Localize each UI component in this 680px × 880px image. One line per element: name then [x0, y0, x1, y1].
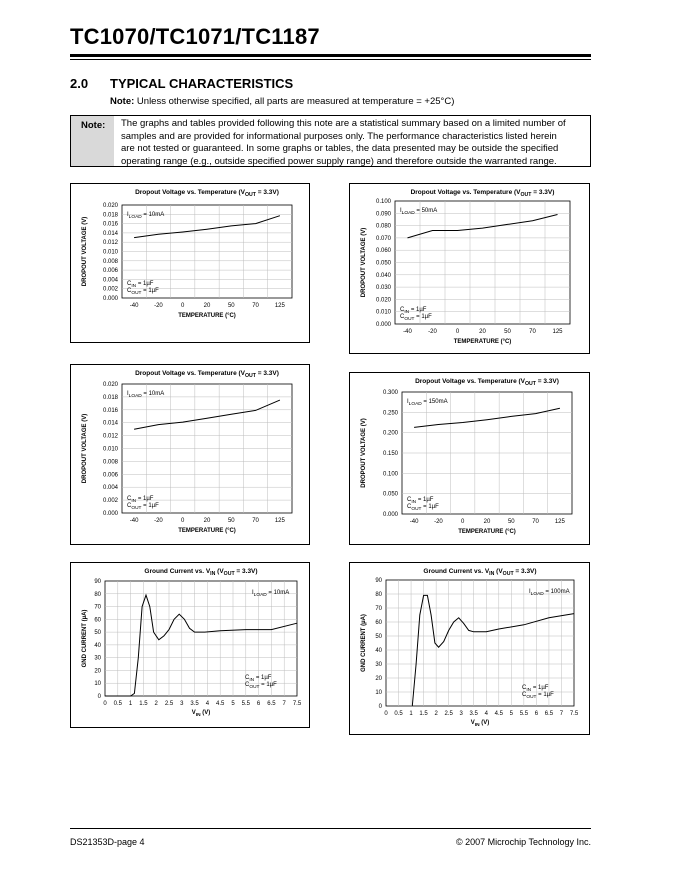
y-tick-label: 10 — [375, 690, 382, 696]
chart-dropout-50ma — [349, 183, 590, 354]
y-tick-label: 0.006 — [102, 268, 118, 275]
x-tick-label: 4.5 — [494, 711, 503, 717]
y-tick-label: 0.020 — [102, 203, 118, 209]
x-tick-label: 0.5 — [394, 711, 403, 717]
x-tick-label: 0 — [455, 329, 460, 335]
x-tick-label: 1.5 — [139, 701, 148, 707]
y-tick-label: 0.010 — [102, 446, 118, 453]
cout-annotation: $C_{OUT} = 1\mu F$ — [245, 682, 277, 690]
y-tick-label: 0 — [97, 694, 101, 700]
x-tick-label: 70 — [529, 329, 536, 335]
x-axis-label: TEMPERATURE (°C) — [458, 529, 516, 535]
x-tick-label: 2.5 — [444, 711, 453, 717]
data-series-line — [412, 595, 574, 706]
y-tick-label: 20 — [94, 668, 101, 675]
x-tick-label: 70 — [532, 519, 539, 525]
note-box — [70, 115, 591, 167]
y-tick-label: 0.030 — [375, 285, 391, 292]
chart-title: Dropout Voltage vs. Temperature $(V_{OUT} = 3.3V)$ — [410, 189, 555, 198]
x-tick-label: 70 — [252, 303, 259, 309]
x-tick-label: 20 — [203, 518, 211, 524]
y-tick-label: 0.008 — [102, 258, 118, 265]
x-tick-label: -20 — [154, 303, 163, 309]
note-box-label: Note: — [71, 116, 114, 166]
chart-title: Dropout Voltage vs. Temperature $(V_{OUT} = 3.3V)$ — [135, 189, 279, 198]
x-tick-label: 20 — [483, 519, 491, 525]
chart-title: Dropout Voltage vs. Temperature $(V_{OUT} = 3.3V)$ — [415, 378, 559, 387]
x-tick-label: -40 — [409, 519, 419, 525]
x-tick-label: 3 — [459, 711, 463, 717]
chart-gnd-current-100ma — [349, 562, 590, 735]
y-tick-label: 90 — [94, 579, 101, 585]
note-box-text — [121, 118, 587, 168]
x-tick-label: 125 — [274, 303, 285, 309]
y-axis-label: GND CURRENT (µA) — [361, 614, 367, 672]
y-tick-label: 0.016 — [102, 407, 118, 414]
x-tick-label: 6 — [534, 711, 539, 717]
y-tick-label: 0.002 — [102, 498, 118, 505]
y-tick-label: 0.000 — [382, 512, 398, 518]
x-tick-label: 4.5 — [216, 701, 225, 707]
y-tick-label: 0.040 — [375, 272, 391, 279]
cout-annotation: $C_{OUT} = 1\mu F$ — [407, 504, 439, 512]
x-tick-label: 4 — [205, 701, 210, 707]
y-tick-label: 0.050 — [382, 491, 398, 498]
x-tick-label: -20 — [154, 518, 163, 524]
y-tick-label: 70 — [94, 604, 101, 611]
chart-svg — [350, 373, 591, 546]
x-tick-label: 1 — [128, 701, 133, 707]
y-tick-label: 0.012 — [102, 240, 118, 247]
load-annotation: $I_{LOAD} = 10mA$ — [252, 590, 290, 598]
data-series-line — [414, 408, 560, 427]
y-tick-label: 0.090 — [375, 211, 391, 218]
note-line: are not tested or guaranteed. In some graphs or tables, the data presented may be outside the specified — [121, 143, 559, 155]
x-tick-label: 0 — [103, 701, 107, 707]
y-tick-label: 0.014 — [102, 230, 118, 237]
y-tick-label: 0.300 — [382, 390, 398, 396]
footer-rule — [70, 828, 591, 829]
y-axis-label: DROPOUT VOLTAGE (V) — [361, 418, 367, 488]
title-rule-thin — [70, 59, 591, 60]
y-tick-label: 0.100 — [382, 471, 398, 478]
x-tick-label: 50 — [227, 518, 235, 524]
section-note-label: Note: — [110, 96, 135, 107]
x-tick-label: 2 — [434, 711, 438, 717]
x-tick-label: 125 — [274, 518, 285, 524]
x-tick-label: 3.5 — [190, 701, 199, 707]
x-tick-label: 7 — [559, 711, 564, 717]
x-tick-label: -40 — [403, 329, 412, 335]
y-tick-label: 10 — [94, 681, 101, 688]
x-tick-label: 2.5 — [164, 701, 174, 707]
page-title: TC1070/TC1071/TC1187 — [70, 24, 320, 49]
x-tick-label: -20 — [434, 519, 443, 525]
y-tick-label: 0.000 — [102, 511, 118, 517]
data-series-line — [134, 400, 280, 429]
section-note-text: Unless otherwise specified, all parts are measured at temperature = +25°C) — [136, 96, 455, 107]
load-annotation: $I_{LOAD} = 100mA$ — [529, 589, 570, 597]
y-tick-label: 0.050 — [375, 260, 391, 267]
chart-dropout-10ma-b — [70, 364, 310, 545]
y-tick-label: 0.000 — [375, 322, 391, 328]
x-tick-label: 50 — [227, 303, 235, 309]
y-axis-label: DROPOUT VOLTAGE (V) — [82, 413, 88, 484]
x-tick-label: 125 — [552, 329, 563, 335]
y-tick-label: 80 — [94, 591, 101, 598]
data-series-line — [134, 216, 280, 238]
y-axis-label: DROPOUT VOLTAGE (V) — [361, 227, 367, 298]
y-tick-label: 0.010 — [375, 309, 391, 316]
y-tick-label: 0.002 — [102, 286, 118, 293]
cin-annotation: $C_{IN} = 1\mu F$ — [245, 675, 272, 683]
y-tick-label: 0.020 — [102, 382, 118, 388]
data-series-line — [408, 215, 558, 238]
x-tick-label: -40 — [129, 303, 139, 309]
y-tick-label: 0.100 — [375, 199, 391, 205]
chart-svg — [71, 184, 311, 344]
y-tick-label: 80 — [375, 592, 382, 598]
load-annotation: $I_{LOAD} = 10mA$ — [127, 212, 165, 220]
title-rule — [70, 54, 591, 57]
load-annotation: $I_{LOAD} = 150mA$ — [407, 399, 448, 407]
cin-annotation: $C_{IN} = 1\mu F$ — [522, 685, 549, 693]
x-tick-label: 7.5 — [569, 711, 579, 717]
x-tick-label: 50 — [507, 519, 515, 525]
x-tick-label: 7 — [282, 701, 286, 707]
cin-annotation: $C_{IN} = 1\mu F$ — [407, 497, 434, 505]
y-tick-label: 0.060 — [375, 248, 391, 255]
y-tick-label: 70 — [375, 606, 382, 612]
x-tick-label: 2 — [154, 701, 158, 707]
chart-svg — [350, 563, 591, 736]
x-axis-label: $V_{IN}$ (V) — [470, 720, 490, 728]
y-tick-label: 0.006 — [102, 472, 118, 479]
x-axis-label: TEMPERATURE (°C) — [178, 313, 236, 319]
cout-annotation: $C_{OUT} = 1\mu F$ — [400, 314, 432, 322]
y-tick-label: 50 — [375, 634, 382, 640]
x-axis-label: $V_{IN}$ (V) — [191, 710, 211, 718]
y-axis-label: GND CURRENT (µA) — [82, 609, 88, 668]
x-tick-label: 5 — [231, 701, 235, 707]
load-annotation: $I_{LOAD} = 50mA$ — [400, 208, 438, 216]
x-tick-label: 5.5 — [519, 711, 529, 717]
y-tick-label: 0.080 — [375, 223, 391, 230]
footer-copyright: © 2007 Microchip Technology Inc. — [455, 837, 591, 847]
cin-annotation: $C_{IN} = 1\mu F$ — [400, 307, 427, 315]
x-tick-label: -40 — [129, 518, 139, 524]
y-tick-label: 0.004 — [102, 485, 118, 492]
x-tick-label: 50 — [504, 329, 511, 335]
cout-annotation: $C_{OUT} = 1\mu F$ — [127, 503, 159, 511]
load-annotation: $I_{LOAD} = 10mA$ — [127, 391, 165, 399]
x-tick-label: 6.5 — [267, 701, 276, 707]
y-tick-label: 0.018 — [102, 394, 118, 401]
y-tick-label: 0.008 — [102, 459, 118, 466]
y-tick-label: 0.014 — [102, 420, 118, 427]
y-tick-label: 30 — [94, 655, 101, 662]
cout-annotation: $C_{OUT} = 1\mu F$ — [127, 288, 159, 296]
x-tick-label: 1.5 — [419, 711, 428, 717]
x-tick-label: 0 — [384, 711, 388, 717]
y-tick-label: 60 — [375, 620, 382, 626]
y-tick-label: 20 — [375, 676, 382, 682]
x-tick-label: 4 — [484, 711, 488, 717]
chart-dropout-150ma — [349, 372, 590, 545]
x-tick-label: 0.5 — [113, 701, 122, 707]
y-tick-label: 0.020 — [375, 297, 391, 304]
x-tick-label: 20 — [479, 329, 486, 335]
y-tick-label: 40 — [94, 642, 101, 649]
x-axis-label: TEMPERATURE (°C) — [453, 339, 512, 345]
chart-title: Dropout Voltage vs. Temperature $(V_{OUT} = 3.3V)$ — [135, 370, 279, 379]
x-tick-label: 1 — [409, 711, 413, 717]
y-tick-label: 0.010 — [102, 249, 118, 256]
chart-title: Ground Current vs. $V_{IN}$ $(V_{OUT} = 3.3V)$ — [144, 568, 258, 577]
x-tick-label: 6 — [256, 701, 261, 707]
cin-annotation: $C_{IN} = 1\mu F$ — [127, 496, 154, 504]
x-tick-label: -20 — [428, 329, 437, 335]
y-tick-label: 0.012 — [102, 433, 118, 440]
x-tick-label: 0 — [461, 519, 465, 525]
section-title: TYPICAL CHARACTERISTICS — [110, 76, 294, 91]
y-tick-label: 30 — [375, 662, 382, 668]
y-tick-label: 0 — [378, 704, 382, 710]
y-axis-label: DROPOUT VOLTAGE (V) — [82, 216, 88, 287]
x-tick-label: 125 — [554, 519, 565, 525]
chart-dropout-10ma-a — [70, 183, 310, 343]
x-axis-label: TEMPERATURE (°C) — [178, 528, 236, 534]
y-tick-label: 50 — [94, 630, 101, 637]
note-line: The graphs and tables provided following this note are a statistical summary based on a limited number of — [121, 118, 566, 129]
chart-svg — [71, 365, 311, 546]
note-line: samples and are provided for informational purposes only. The performance characteristics listed herein — [121, 130, 557, 142]
x-tick-label: 3 — [180, 701, 184, 707]
x-tick-label: 3.5 — [469, 711, 478, 717]
y-tick-label: 0.250 — [382, 410, 398, 417]
y-tick-label: 0.018 — [102, 212, 118, 219]
cout-annotation: $C_{OUT} = 1\mu F$ — [522, 692, 554, 700]
y-tick-label: 0.016 — [102, 221, 118, 228]
footer-page-id: DS21353D-page 4 — [70, 837, 145, 847]
y-tick-label: 0.070 — [375, 235, 391, 242]
y-tick-label: 0.000 — [102, 296, 118, 302]
x-tick-label: 5 — [509, 711, 514, 717]
note-line: operating range (e.g., outside specified power supply range) and therefore outside the warranted range. — [121, 155, 557, 167]
x-tick-label: 70 — [252, 518, 259, 524]
y-tick-label: 0.150 — [382, 451, 398, 457]
y-tick-label: 60 — [94, 617, 101, 624]
chart-title: Ground Current vs. $V_{IN}$ $(V_{OUT} = 3.3V)$ — [423, 568, 537, 577]
section-note — [110, 96, 454, 107]
chart-svg — [350, 184, 591, 355]
y-tick-label: 90 — [375, 578, 382, 584]
x-tick-label: 7.5 — [292, 701, 302, 707]
chart-svg — [71, 563, 311, 729]
x-tick-label: 0 — [181, 303, 185, 309]
x-tick-label: 5.5 — [241, 701, 250, 707]
chart-gnd-current-10ma — [70, 562, 310, 728]
x-tick-label: 6.5 — [544, 711, 554, 717]
x-tick-label: 0 — [181, 518, 185, 524]
y-tick-label: 0.004 — [102, 277, 118, 284]
cin-annotation: $C_{IN} = 1\mu F$ — [127, 281, 154, 289]
section-number: 2.0 — [70, 76, 89, 91]
y-tick-label: 40 — [375, 648, 382, 654]
y-tick-label: 0.200 — [382, 430, 398, 437]
x-tick-label: 20 — [203, 303, 211, 309]
